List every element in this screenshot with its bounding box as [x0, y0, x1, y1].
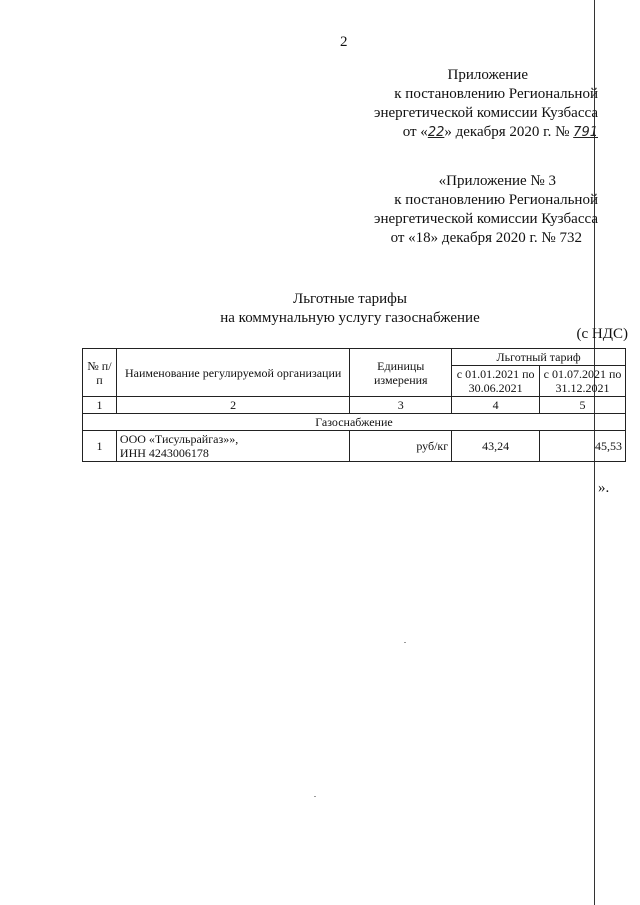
header-unit: Единицы измерения: [350, 349, 452, 397]
vat-note: (с НДС): [576, 326, 628, 342]
table-section-row: [83, 414, 626, 431]
appendix3-header: [374, 172, 598, 248]
appendix3-label: «Приложение № 3: [438, 173, 556, 189]
row-unit: руб/кг: [350, 431, 452, 462]
table-header-row: [83, 349, 626, 366]
row-org: [116, 431, 349, 462]
appendix-commission-line: энергетической комиссии Кузбасса: [374, 105, 598, 121]
org-inn: ИНН 4243006178: [119, 446, 209, 460]
header-period-2: с 01.07.2021 по 31.12.2021: [540, 366, 626, 397]
table-row: [83, 431, 626, 462]
org-name: ООО «Тисульрайгаз»»,: [119, 432, 239, 446]
appendix3-resolution-line: к постановлению Региональной: [394, 192, 598, 208]
index-cell: 5: [540, 397, 626, 414]
header-num: № п/п: [83, 349, 117, 397]
scan-speck: [314, 796, 316, 797]
row-num: 1: [83, 431, 117, 462]
row-tariff-1: 43,24: [452, 431, 540, 462]
appendix-label: Приложение: [447, 67, 528, 83]
document-title: [0, 290, 640, 328]
tariff-table: [82, 348, 626, 462]
appendix-resolution-line: к постановлению Региональной: [394, 86, 598, 102]
row-tariff-2: 45,53: [540, 431, 626, 462]
appendix-date-line: от «22» декабря 2020 г. № 791: [402, 124, 598, 140]
handwritten-number: 791: [573, 125, 598, 140]
index-cell: 2: [116, 397, 349, 414]
section-label: Газоснабжение: [83, 414, 626, 431]
index-cell: 1: [83, 397, 117, 414]
appendix3-date-line: от «18» декабря 2020 г. № 732: [390, 230, 582, 246]
scan-speck: [404, 642, 406, 643]
appendix-header: [374, 66, 598, 142]
header-org: Наименование регулируемой организации: [116, 349, 349, 397]
header-tariff: Льготный тариф: [452, 349, 626, 366]
page-number: 2: [340, 34, 348, 50]
title-line-1: Льготные тарифы: [293, 291, 407, 307]
table-index-row: [83, 397, 626, 414]
closing-quote: ».: [598, 480, 610, 496]
appendix3-commission-line: энергетической комиссии Кузбасса: [374, 211, 598, 227]
index-cell: 3: [350, 397, 452, 414]
index-cell: 4: [452, 397, 540, 414]
header-period-1: с 01.01.2021 по 30.06.2021: [452, 366, 540, 397]
handwritten-day: 22: [427, 125, 445, 140]
title-line-2: на коммунальную услугу газоснабжение: [220, 310, 480, 326]
